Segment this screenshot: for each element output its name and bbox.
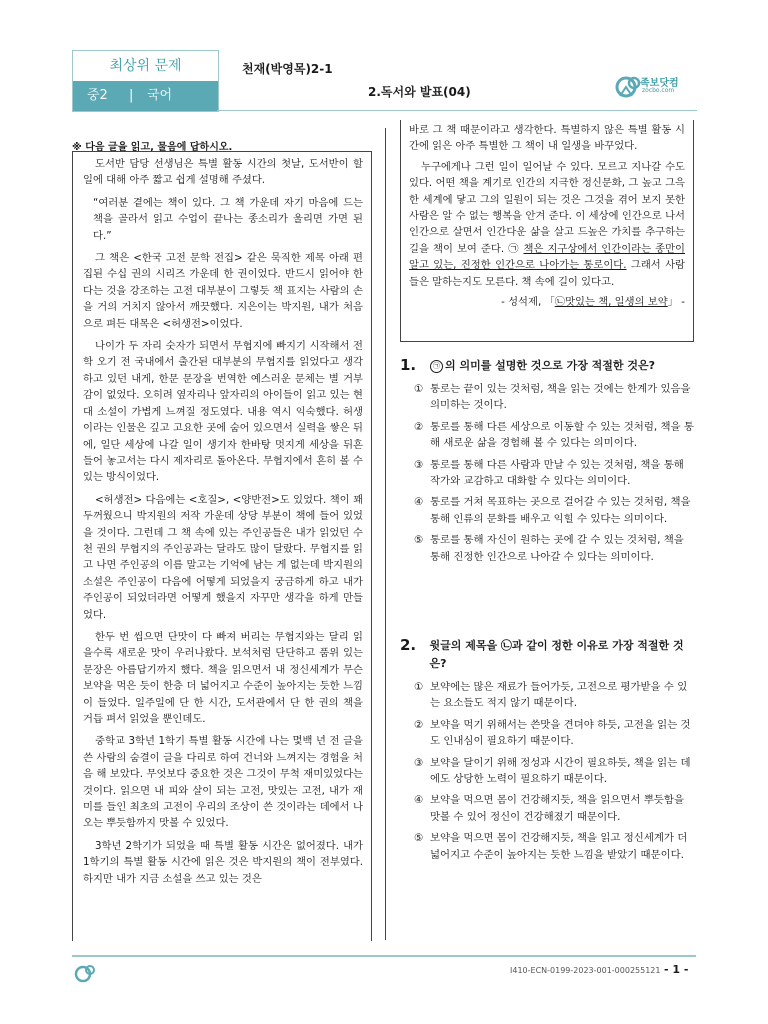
- source-prefix: - 성석제, 「: [501, 296, 555, 309]
- option-text: 통로는 끝이 있는 것처럼, 책을 읽는 것에는 한계가 있음을 의미하는 것이다.: [430, 383, 691, 412]
- answer-option[interactable]: [414, 755, 696, 788]
- logo-subtext: zocbo.com: [642, 87, 675, 94]
- option-text: 통로를 통해 다른 사람과 만날 수 있는 것처럼, 책을 통해 작가와 교감하고 대화할 수 있다는 의미이다.: [430, 458, 684, 488]
- passage-paragraph: [409, 159, 685, 290]
- answer-option[interactable]: [414, 494, 696, 527]
- question-1: [400, 356, 696, 570]
- subject-label: 국어: [147, 88, 173, 103]
- document-id: I410-ECN-0199-2023-001-000255121: [510, 966, 661, 975]
- grade-subject-bar: [73, 81, 218, 111]
- option-text: 통로를 통해 다른 세상으로 이동할 수 있는 것처럼, 책을 통해 새로운 삶을 경험해 볼 수 있다는 의미이다.: [430, 420, 694, 450]
- option-number: ③: [414, 756, 424, 769]
- option-text: 보약을 달이기 위해 정성과 시간이 필요하듯, 책을 읽는 데에도 상당한 노력이 필요하기 때문이다.: [430, 756, 691, 786]
- paragraph-text: 그래서 사람들은 말하는지도 모른다. 책 속에 길이 있다고.: [409, 259, 685, 288]
- option-text: 보약을 먹으면 몸이 건강해지듯, 책을 읽고 정신세계가 더 넓어지고 수준이 높아지는 듯한 느낌을 받았기 때문이다.: [430, 832, 688, 861]
- answer-option[interactable]: [414, 381, 696, 414]
- answer-option[interactable]: [414, 792, 696, 825]
- option-number: ②: [414, 718, 424, 731]
- source-suffix: 」 -: [667, 296, 685, 309]
- unit-title: 2.독서와 발표(04): [368, 85, 471, 99]
- option-number: ④: [414, 496, 424, 509]
- separator: |: [129, 88, 134, 103]
- stem-text: 의 의미를 설명한 것으로 가장 적절한 것은?: [445, 359, 655, 372]
- option-text: 통로를 거쳐 목표하는 곳으로 걸어갈 수 있는 것처럼, 책을 통해 인류의 문화를 배우고 익힐 수 있다는 의미이다.: [430, 496, 691, 525]
- header-badge: [72, 50, 219, 112]
- option-number: ②: [414, 420, 424, 433]
- answer-option[interactable]: [414, 679, 696, 712]
- passage-paragraph: 중학교 3학년 1학기 특별 활동 시간에 나는 몇백 년 전 글을 쓴 사람의 숨결이 글을 다리로 하여 건너와 느껴지는 경험을 처음 해 보았다. 무엇보다 중요한 것은 그것이 무척 재미있었다는 것이다. 읽으면 내 피와 살이 되는 고전, 맛있는 고전, 내가 재미를 들인 최초의 고전이 우리의 조상이 쓴 것이라는 데에서 나오는 뿌듯함까지 맛볼 수 있었다.: [83, 735, 363, 830]
- passage-box-left: [72, 151, 372, 941]
- instruction: ※ 다음 글을 읽고, 물음에 답하시오.: [72, 142, 233, 153]
- source-title: ㉡맛있는 책, 일생의 보약: [554, 296, 668, 309]
- underlined-sentence: 책은 지구상에서 인간이라는 종만이 알고 있는, 진정한 인간으로 나아가는 통로이다.: [409, 242, 685, 272]
- circle-marker: ㉠: [430, 360, 443, 373]
- answer-option[interactable]: [414, 457, 696, 490]
- passage-paragraph: <허생전> 다음에는 <호질>, <양반전>도 있었다. 책이 꽤 두꺼웠으니 박지원의 저작 가운데 상당 부분이 책에 들어 있었을 것이다. 그런데 그 책 속에 있는 주인공들은 내가 읽었던 수천 권의 무협지의 주인공과는 달라도 많이 달랐다. 무협지를 읽고 나면 주인공의 이름 말고는 기억에 남는 게 없는데 박지원의 소설은 주인공이 다음에 어떻게 되었을지 궁금하게 하고 내가 주인공이 되었더라면 어떻게 했을지 자꾸만 생각을 하게 만들었다.: [83, 493, 363, 621]
- question-stem: [430, 356, 655, 375]
- passage-paragraph: 도서반 담당 선생님은 특별 활동 시간의 첫날, 도서반이 할 일에 대해 아주 짧고 쉽게 설명해 주셨다.: [83, 158, 363, 187]
- passage-paragraph: 3학년 2학기가 되었을 때 특별 활동 시간은 없어졌다. 내가 1학기의 특별 활동 시간에 읽은 것은 박지원의 책이 전부였다. 하지만 내가 지금 소설을 쓰고 있는 것은: [83, 839, 363, 885]
- option-text: 보약을 먹으면 몸이 건강해지듯, 책을 읽으면서 뿌듯함을 맛볼 수 있어 정신이 건강해졌기 때문이다.: [430, 794, 684, 823]
- page-number: - 1 -: [664, 963, 689, 976]
- answer-option[interactable]: [414, 717, 696, 750]
- passage-box-right: [400, 120, 694, 342]
- grade-label: 중2: [87, 88, 108, 103]
- option-text: 보약에는 많은 재료가 들어가듯, 고전으로 평가받을 수 있는 요소들도 적지 않기 때문이다.: [430, 681, 688, 710]
- passage-paragraph: 한두 번 씹으면 단맛이 다 빠져 버리는 무협지와는 달리 읽을수록 새로운 맛이 우러나왔다. 보석처럼 단단하고 품위 있는 문장은 아름답기까지 했다. 책을 읽으면서 내 정신세계가 무슨 보약을 먹은 듯이 한층 더 넓어지고 수준이 높아지는 듯한 느낌이 들었다. 일주일에 단 한 시간, 도서관에서 단 한 권의 책을 거듭 펴서 읽었을 뿐인데도.: [83, 630, 363, 725]
- source-citation: [409, 294, 685, 310]
- passage-paragraph: 그 책은 <한국 고전 문학 전집> 같은 묵직한 제목 아래 편집된 수십 권의 시리즈 가운데 한 권이었다. 반드시 읽어야 한다는 것을 강조하는 고전 대부분이 그렇듯 책 표지는 사람의 손을 거의 거치지 않아서 깨끗했다. 지은이는 박지원, 내가 처음으로 펴든 대목은 <허생전>이었다.: [83, 252, 363, 330]
- question-number: 2.: [400, 636, 417, 654]
- option-number: ③: [414, 458, 424, 471]
- footer-rule: [72, 955, 696, 957]
- header-rule: [217, 110, 697, 111]
- question-stem: 윗글의 제목을 ㉡과 같이 정한 이유로 가장 적절한 것은?: [429, 639, 684, 670]
- option-number: ⑤: [414, 534, 424, 547]
- answer-option[interactable]: [414, 830, 696, 863]
- question-number: 1.: [400, 356, 417, 374]
- book-title: 천재(박영목)2-1: [242, 62, 333, 76]
- option-text: 보약을 먹기 위해서는 쓴맛을 견뎌야 하듯, 고전을 읽는 것도 인내심이 필요하기 때문이다.: [430, 718, 691, 748]
- answer-option[interactable]: [414, 532, 696, 565]
- passage-paragraph: 나이가 두 자리 숫자가 되면서 무협지에 빠지기 시작해서 전학 오기 전 국내에서 출간된 대부분의 무협지를 읽었다고 생각하고 있던 내게, 한문 문장을 번역한 예스러운 문체는 별 거부감이 없었다. 오히려 옆자리나 앞자리의 아이들이 읽고 있는 현대 소설이 가볍게 느껴질 정도였다. 내용 역시 익숙했다. 허생이라는 인물은 깊고 고요한 곳에 숨어 있으면서 실력을 쌓은 뒤에, 일단 세상에 나갈 일이 생기자 한바탕 멋지게 세상을 뒤흔들어 놓고서는 다시 제자리로 돌아온다. 무협지에서 흔히 볼 수 있는 방식이었다.: [83, 340, 363, 484]
- passage-quote: “여러분 곁에는 책이 있다. 그 책 가운데 자기 마음에 드는 책을 골라서 읽고 수업이 끝나는 종소리가 울리면 가면 된다.”: [93, 196, 363, 242]
- answer-option[interactable]: [414, 419, 696, 452]
- paragraph-text: 누구에게나 그런 일이 일어날 수 있다. 모르고 지나갈 수도 있다. 어떤 책을 계기로 인간의 지극한 정신문화, 그 높고 그윽한 세계에 닿고 그의 일원이 되는 것은 그것을 겪어 보지 못한 사람은 알 수 없는 행복을 안겨 준다. 이 세상에 인간으로 나서 인간으로 살면서 인간다운 삶을 살고 드높은 가치를 추구하는 길을 책이 보여 준다. ㉠: [409, 160, 685, 255]
- option-number: ④: [414, 794, 424, 807]
- option-number: ①: [414, 681, 424, 693]
- column-divider: [385, 128, 386, 940]
- option-text: 통로를 통해 자신이 원하는 곳에 갈 수 있는 것처럼, 책을 통해 진정한 인간으로 나아갈 수 있다는 의미이다.: [430, 534, 684, 563]
- option-number: ①: [414, 383, 424, 395]
- logo-text: 족보닷컴: [640, 78, 679, 89]
- question-2: [400, 636, 696, 868]
- option-number: ⑤: [414, 832, 424, 845]
- level-label: 최상위 문제: [73, 51, 218, 81]
- passage-continuation: 바로 그 책 때문이라고 생각한다. 특별하지 않은 특별 활동 시간에 읽은 아주 특별한 그 책이 내 일생을 바꾸었다.: [409, 124, 685, 153]
- footer-logo-icon: [72, 962, 100, 984]
